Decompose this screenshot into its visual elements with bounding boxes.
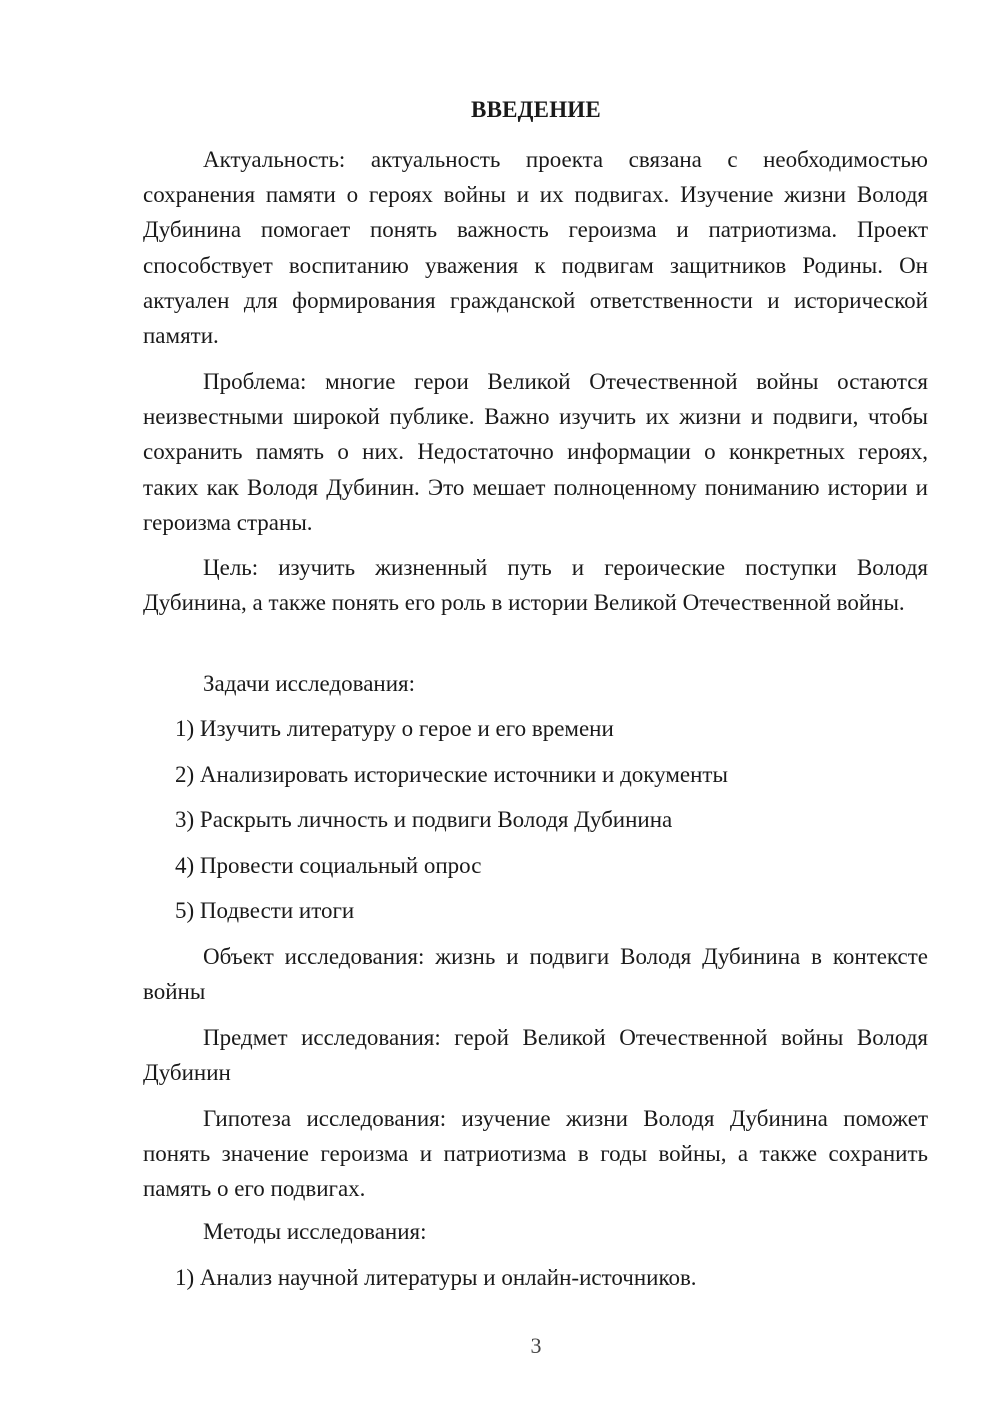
problem-paragraph: Проблема: многие герои Великой Отечественной войны остаются неизвестными широкой публике. Важно изучить их жизни и подвиги, чтобы сохранить память о них. Недостаточно информации о конкретных героях, таких как Володя Дубинин. Это мешает полноценному пониманию истории и героизма страны. [143,369,928,535]
task-item-1: 1) Изучить литературу о герое и его времени [175,716,614,741]
tasks-heading: Задачи исследования: [203,671,416,696]
method-item-1: 1) Анализ научной литературы и онлайн-источников. [175,1265,697,1290]
relevance-paragraph: Актуальность: актуальность проекта связана с необходимостью сохранения памяти о героях войны и их подвигах. Изучение жизни Володя Дубинина помогает понять важность героизма и патриотизма. Проект способствует воспитанию уважения к подвигам защитников Родины. Он актуален для формирования гражданской ответственности и исторической памяти. [143,147,928,349]
goal-paragraph: Цель: изучить жизненный путь и героические поступки Володя Дубинина, а также понять его роль в истории Великой Отечественной войны. [143,555,928,616]
hypothesis-paragraph: Гипотеза исследования: изучение жизни Володя Дубинина поможет понять значение героизма и патриотизма в годы войны, а также сохранить память о его подвигах. [143,1106,928,1202]
task-item-3: 3) Раскрыть личность и подвиги Володя Дубинина [175,807,673,832]
page-number: 3 [530,1333,542,1358]
task-item-5: 5) Подвести итоги [175,898,355,923]
object-paragraph: Объект исследования: жизнь и подвиги Володя Дубинина в контексте войны [143,944,928,1005]
methods-heading: Методы исследования: [203,1219,427,1244]
subject-paragraph: Предмет исследования: герой Великой Отечественной войны Володя Дубинин [143,1025,928,1086]
task-item-4: 4) Провести социальный опрос [175,853,482,878]
task-item-2: 2) Анализировать исторические источники и документы [175,762,728,787]
section-title: ВВЕДЕНИЕ [471,97,601,122]
